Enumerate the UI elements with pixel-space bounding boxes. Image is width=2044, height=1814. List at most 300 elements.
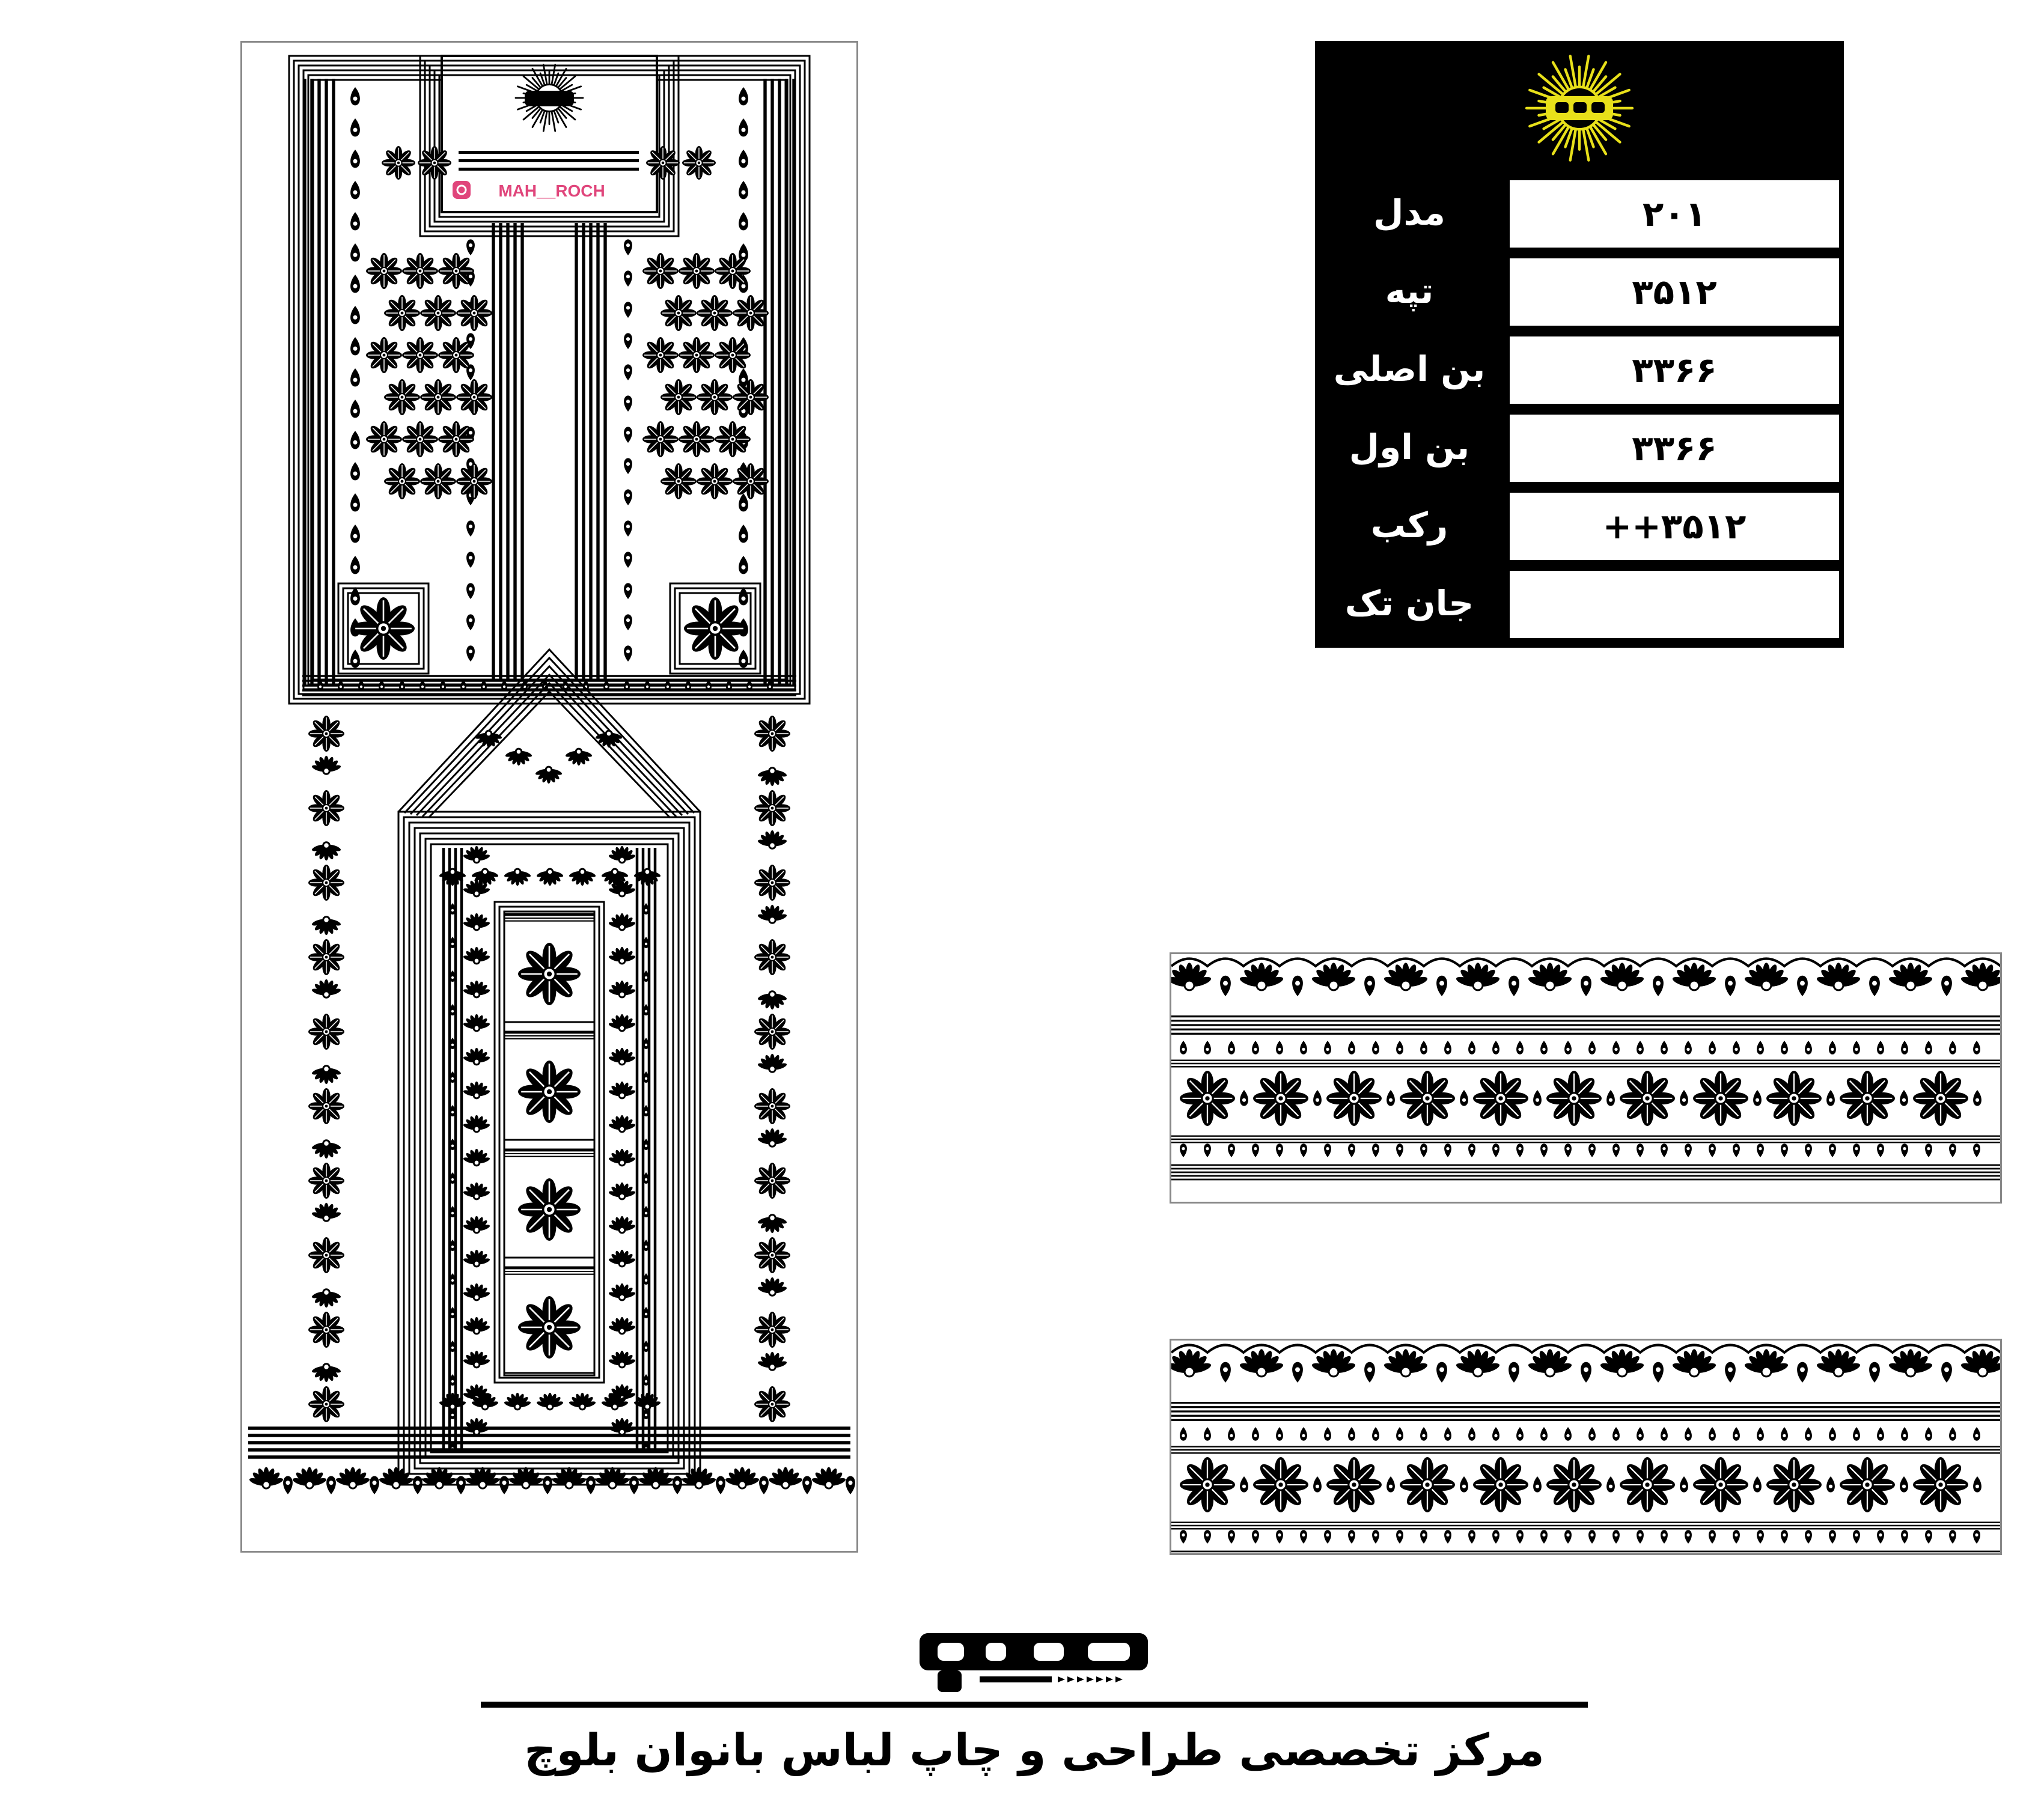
fan-motif-icon (535, 767, 563, 784)
teardrop-motif-icon (1252, 1530, 1259, 1544)
flower-motif-icon (715, 337, 751, 373)
teardrop-motif-icon (1324, 1530, 1331, 1544)
flower-motif-icon (1693, 1457, 1748, 1512)
teardrop-motif-icon (1420, 1530, 1427, 1544)
teardrop-motif-icon (624, 458, 632, 474)
flower-motif-icon (384, 463, 420, 499)
teardrop-motif-icon (1468, 1143, 1475, 1157)
fan-motif-icon (1455, 963, 1501, 990)
fan-motif-icon (608, 913, 636, 930)
fan-motif-icon (311, 1066, 341, 1084)
teardrop-motif-icon (1348, 1427, 1355, 1441)
teardrop-motif-icon (1564, 1427, 1572, 1441)
teardrop-motif-icon (1372, 1041, 1379, 1055)
teardrop-motif-icon (1653, 976, 1664, 996)
fan-motif-icon (565, 749, 593, 765)
teardrop-motif-icon (1204, 1530, 1211, 1544)
teardrop-motif-icon (466, 552, 475, 568)
teardrop-motif-icon (624, 239, 632, 255)
teardrop-motif-icon (1661, 1041, 1668, 1055)
stripe-band (1171, 1017, 2000, 1034)
fan-motif-icon (463, 1082, 490, 1098)
teardrop-motif-icon (1444, 1530, 1451, 1544)
teardrop-motif-icon (673, 1476, 682, 1494)
fan-motif-icon (725, 1467, 760, 1489)
spec-row-label: مدل (1320, 175, 1499, 250)
teardrop-motif-icon (1661, 1530, 1668, 1544)
teardrop-motif-icon (1396, 1530, 1403, 1544)
teardrop-motif-icon (1877, 1041, 1884, 1055)
flower-motif-icon (642, 253, 679, 289)
teardrop-motif-icon (1826, 1090, 1835, 1106)
spec-row-value (1510, 571, 1839, 638)
teardrop-motif-icon (1204, 1143, 1211, 1157)
flower-motif-icon (1546, 1071, 1602, 1126)
teardrop-motif-icon (1540, 1143, 1548, 1157)
teardrop-motif-icon (1709, 1427, 1716, 1441)
spec-row (1320, 175, 1839, 250)
teardrop-motif-icon (739, 587, 748, 605)
flower-motif-icon (733, 463, 769, 499)
fan-motif-icon (463, 947, 490, 964)
flower-motif-icon (384, 295, 420, 331)
teardrop-motif-icon (1797, 976, 1808, 996)
footer-brand-logo (914, 1621, 1154, 1699)
teardrop-motif-icon (1228, 1530, 1235, 1544)
teardrop-motif-icon (1436, 1362, 1447, 1383)
teardrop-motif-icon (350, 368, 360, 386)
fan-motif-icon (1171, 963, 1212, 990)
flower-motif-icon (402, 337, 438, 373)
teardrop-motif-icon (1753, 1090, 1762, 1106)
teardrop-motif-icon (1252, 1041, 1259, 1055)
fan-motif-icon (811, 1467, 847, 1489)
teardrop-motif-icon (1509, 976, 1519, 996)
fan-motif-icon (292, 1467, 328, 1489)
teardrop-motif-icon (1516, 1427, 1524, 1441)
teardrop-motif-icon (1653, 1362, 1664, 1383)
teardrop-motif-icon (1925, 1530, 1932, 1544)
gusset-panel (398, 650, 700, 818)
teardrop-motif-icon (350, 400, 360, 418)
flower-motif-icon (642, 421, 679, 457)
teardrop-motif-icon (1460, 1476, 1468, 1493)
teardrop-motif-icon (739, 650, 748, 668)
teardrop-motif-icon (1516, 1143, 1524, 1157)
fan-motif-icon (757, 830, 787, 848)
teardrop-motif-icon (1637, 1041, 1644, 1055)
teardrop-motif-icon (1877, 1427, 1884, 1441)
teardrop-motif-icon (1588, 1427, 1596, 1441)
fan-motif-icon (463, 1149, 490, 1166)
collar-label (442, 56, 657, 212)
teardrop-motif-icon (1420, 1041, 1427, 1055)
spec-row-label: بن اول (1320, 410, 1499, 484)
teardrop-motif-icon (1941, 976, 1952, 996)
teardrop-motif-icon (739, 87, 748, 105)
teardrop-motif-icon (624, 552, 632, 568)
teardrop-motif-icon (1781, 1530, 1788, 1544)
hem-border-strip-1 (1170, 952, 2002, 1204)
fan-motif-icon (463, 1048, 490, 1065)
flower-motif-icon (1326, 1457, 1382, 1512)
teardrop-motif-icon (739, 181, 748, 199)
fan-motif-icon (608, 1283, 636, 1300)
fan-motif-icon (1383, 963, 1429, 990)
teardrop-motif-icon (1180, 1530, 1187, 1544)
fan-motif-icon (311, 842, 341, 860)
flower-motif-icon (754, 790, 790, 826)
fan-motif-icon (757, 1277, 787, 1295)
flower-motif-icon (1693, 1071, 1748, 1126)
teardrop-motif-icon (1973, 1427, 1980, 1441)
flower-motif-icon (418, 146, 451, 180)
teardrop-motif-icon (1733, 1427, 1740, 1441)
teardrop-motif-icon (1733, 1041, 1740, 1055)
teardrop-motif-icon (1685, 1427, 1692, 1441)
teardrop-motif-icon (1901, 1143, 1908, 1157)
spec-row (1320, 332, 1839, 406)
flower-motif-icon (754, 1014, 790, 1050)
hem-border-strip-2 (1170, 1339, 2002, 1555)
flower-motif-icon (382, 146, 415, 180)
flower-motif-icon (438, 253, 474, 289)
teardrop-motif-icon (1925, 1143, 1932, 1157)
stripe-band (1171, 1136, 2000, 1143)
fan-motif-icon (608, 1115, 636, 1132)
teardrop-motif-icon (1685, 1143, 1692, 1157)
flower-motif-icon (402, 253, 438, 289)
fan-motif-icon (1816, 1349, 1861, 1377)
flower-motif-icon (754, 865, 790, 901)
dress-pattern-drawing (242, 43, 856, 1551)
teardrop-motif-icon (456, 1476, 466, 1494)
fan-motif-icon (1455, 1349, 1501, 1377)
fan-motif-icon (608, 1048, 636, 1065)
teardrop-motif-icon (1387, 1476, 1395, 1493)
teardrop-motif-icon (739, 493, 748, 511)
fan-motif-icon (608, 1250, 636, 1267)
teardrop-motif-icon (1805, 1427, 1812, 1441)
spec-row-value: ۳۳۶۶ (1510, 336, 1839, 404)
teardrop-motif-icon (1877, 1530, 1884, 1544)
teardrop-motif-icon (1925, 1041, 1932, 1055)
fan-motif-icon (757, 1215, 787, 1233)
stripe-band (1171, 1061, 2000, 1067)
teardrop-motif-icon (1292, 976, 1303, 996)
teardrop-motif-icon (759, 1476, 769, 1494)
fan-motif-icon (463, 1351, 490, 1368)
fan-motif-icon (463, 1250, 490, 1267)
teardrop-motif-icon (1180, 1143, 1187, 1157)
teardrop-motif-icon (1324, 1143, 1331, 1157)
fan-motif-icon (757, 768, 787, 786)
teardrop-motif-icon (1313, 1476, 1322, 1493)
teardrop-motif-icon (1276, 1530, 1283, 1544)
teardrop-motif-icon (1725, 1362, 1736, 1383)
flower-motif-icon (366, 337, 402, 373)
teardrop-motif-icon (1925, 1427, 1932, 1441)
teardrop-motif-icon (1252, 1427, 1259, 1441)
teardrop-motif-icon (1853, 1427, 1860, 1441)
flower-motif-icon (660, 295, 697, 331)
teardrop-motif-icon (1900, 1090, 1908, 1106)
flower-motif-icon (642, 337, 679, 373)
fan-motif-icon (1239, 963, 1284, 990)
teardrop-motif-icon (1396, 1427, 1403, 1441)
fan-motif-icon (1816, 963, 1861, 990)
fan-motif-icon (757, 1054, 787, 1072)
fan-motif-icon (608, 947, 636, 964)
fan-motif-icon (569, 1393, 596, 1410)
teardrop-motif-icon (1300, 1041, 1307, 1055)
teardrop-motif-icon (1228, 1143, 1235, 1157)
fan-motif-icon (463, 846, 490, 863)
teardrop-motif-icon (1204, 1041, 1211, 1055)
flower-motif-icon (697, 463, 733, 499)
flower-motif-icon (1546, 1457, 1602, 1512)
flower-motif-icon (1326, 1071, 1382, 1126)
teardrop-motif-icon (1468, 1041, 1475, 1055)
teardrop-motif-icon (1240, 1090, 1248, 1106)
teardrop-motif-icon (1757, 1143, 1764, 1157)
teardrop-motif-icon (1348, 1530, 1355, 1544)
sunburst-logo-icon (1320, 46, 1839, 171)
spec-row-label: تپه (1320, 254, 1499, 328)
teardrop-motif-icon (1533, 1476, 1542, 1493)
flower-motif-icon (402, 421, 438, 457)
spec-row (1320, 254, 1839, 328)
teardrop-motif-icon (1372, 1427, 1379, 1441)
fan-motif-icon (1527, 1349, 1573, 1377)
fan-motif-icon (463, 981, 490, 997)
flower-motif-icon (456, 379, 492, 415)
teardrop-motif-icon (1300, 1530, 1307, 1544)
fan-motif-icon (536, 869, 564, 886)
fan-motif-icon (1239, 1349, 1284, 1377)
teardrop-motif-icon (350, 87, 360, 105)
hem-border-drawing-1 (1171, 954, 2000, 1202)
spec-table-header (1320, 46, 1839, 171)
teardrop-motif-icon (1468, 1530, 1475, 1544)
teardrop-motif-icon (624, 395, 632, 412)
teardrop-motif-icon (1348, 1143, 1355, 1157)
fan-motif-icon (249, 1467, 284, 1489)
flower-motif-icon (308, 865, 344, 901)
teardrop-motif-icon (1372, 1530, 1379, 1544)
flower-motif-icon (715, 253, 751, 289)
fan-motif-icon (757, 991, 787, 1009)
flower-motif-icon (308, 939, 344, 975)
flower-motif-icon (1400, 1071, 1455, 1126)
flower-motif-icon (518, 943, 581, 1005)
flower-motif-icon (384, 379, 420, 415)
teardrop-motif-icon (413, 1476, 423, 1494)
teardrop-motif-icon (624, 333, 632, 349)
flower-motif-icon (308, 1312, 344, 1348)
teardrop-motif-icon (624, 302, 632, 318)
teardrop-motif-icon (1204, 1427, 1211, 1441)
teardrop-motif-icon (350, 150, 360, 168)
teardrop-motif-icon (1581, 976, 1591, 996)
teardrop-motif-icon (1516, 1530, 1524, 1544)
fan-motif-icon (463, 913, 490, 930)
teardrop-motif-icon (1829, 1143, 1836, 1157)
fan-motif-icon (311, 979, 341, 997)
teardrop-motif-icon (1900, 1476, 1908, 1493)
teardrop-motif-icon (466, 239, 475, 255)
teardrop-motif-icon (624, 489, 632, 505)
flower-motif-icon (308, 716, 344, 752)
fan-motif-icon (463, 1418, 490, 1435)
fan-motif-icon (1960, 963, 2000, 990)
teardrop-motif-icon (350, 431, 360, 449)
fan-motif-icon (536, 1393, 564, 1410)
teardrop-motif-icon (1300, 1143, 1307, 1157)
teardrop-motif-icon (1540, 1427, 1548, 1441)
flower-motif-icon (1913, 1457, 1968, 1512)
teardrop-motif-icon (1733, 1530, 1740, 1544)
teardrop-motif-icon (624, 520, 632, 537)
teardrop-motif-icon (739, 212, 748, 230)
teardrop-motif-icon (1564, 1143, 1572, 1157)
teardrop-motif-icon (350, 556, 360, 574)
teardrop-motif-icon (370, 1476, 379, 1494)
instagram-handle: MAH__ROCH (498, 181, 605, 200)
footer-divider (481, 1702, 1588, 1708)
spec-row (1320, 410, 1839, 484)
teardrop-motif-icon (1509, 1362, 1519, 1383)
flower-motif-icon (1253, 1457, 1308, 1512)
teardrop-motif-icon (1757, 1041, 1764, 1055)
fan-motif-icon (1171, 1349, 1212, 1377)
teardrop-motif-icon (1492, 1041, 1499, 1055)
teardrop-motif-icon (739, 525, 748, 543)
teardrop-motif-icon (1564, 1041, 1572, 1055)
fan-motif-icon (311, 756, 341, 774)
flower-motif-icon (1620, 1457, 1675, 1512)
teardrop-motif-icon (1516, 1041, 1524, 1055)
flower-motif-icon (1473, 1071, 1528, 1126)
teardrop-motif-icon (1709, 1143, 1716, 1157)
flower-motif-icon (308, 790, 344, 826)
teardrop-motif-icon (1606, 1476, 1615, 1493)
teardrop-motif-icon (716, 1476, 725, 1494)
stripe-band (504, 1151, 594, 1156)
fan-motif-icon (311, 1140, 341, 1158)
teardrop-motif-icon (624, 270, 632, 287)
fan-motif-icon (757, 1352, 787, 1370)
teardrop-motif-icon (1829, 1530, 1836, 1544)
fan-motif-icon (463, 1014, 490, 1031)
teardrop-motif-icon (1661, 1427, 1668, 1441)
fan-motif-icon (757, 1128, 787, 1146)
flower-motif-icon (1620, 1071, 1675, 1126)
flower-motif-icon (754, 1088, 790, 1124)
teardrop-motif-icon (1420, 1427, 1427, 1441)
teardrop-motif-icon (1396, 1143, 1403, 1157)
flower-motif-icon (518, 1178, 581, 1241)
fan-motif-icon (335, 1467, 371, 1489)
teardrop-motif-icon (1869, 976, 1880, 996)
teardrop-motif-icon (1949, 1427, 1956, 1441)
fan-motif-icon (608, 1317, 636, 1334)
spec-row-value: ۳۵۱۲ (1510, 258, 1839, 326)
fan-motif-icon (463, 1216, 490, 1233)
fan-motif-icon (569, 869, 596, 886)
teardrop-motif-icon (624, 364, 632, 380)
fan-motif-icon (1888, 963, 1933, 990)
flower-motif-icon (697, 379, 733, 415)
flower-motif-icon (308, 1014, 344, 1050)
fan-motif-icon (608, 1351, 636, 1368)
hem-border-drawing-2 (1171, 1341, 2000, 1553)
flower-motif-icon (438, 337, 474, 373)
teardrop-motif-icon (1444, 1041, 1451, 1055)
flower-motif-icon (366, 253, 402, 289)
teardrop-motif-icon (1588, 1041, 1596, 1055)
flower-motif-icon (420, 295, 456, 331)
teardrop-motif-icon (1853, 1143, 1860, 1157)
teardrop-motif-icon (1387, 1090, 1395, 1106)
stripe-band (1171, 1523, 2000, 1529)
flower-motif-icon (679, 337, 715, 373)
teardrop-motif-icon (1492, 1530, 1499, 1544)
teardrop-motif-icon (624, 645, 632, 662)
teardrop-motif-icon (1612, 1143, 1620, 1157)
teardrop-motif-icon (1685, 1530, 1692, 1544)
flower-motif-icon (733, 295, 769, 331)
teardrop-motif-icon (1753, 1476, 1762, 1493)
fan-motif-icon (608, 981, 636, 997)
teardrop-motif-icon (1180, 1041, 1187, 1055)
teardrop-motif-icon (1973, 1530, 1980, 1544)
teardrop-motif-icon (629, 1476, 639, 1494)
flower-motif-icon (646, 146, 680, 180)
flower-motif-icon (679, 421, 715, 457)
flower-motif-icon (660, 379, 697, 415)
flower-motif-icon (1913, 1071, 1968, 1126)
stripe-band (1171, 1165, 2000, 1179)
flower-motif-icon (1180, 1071, 1235, 1126)
fan-motif-icon (1527, 963, 1573, 990)
fan-motif-icon (1671, 963, 1717, 990)
teardrop-motif-icon (350, 181, 360, 199)
teardrop-motif-icon (1709, 1530, 1716, 1544)
teardrop-motif-icon (846, 1476, 855, 1494)
teardrop-motif-icon (1468, 1427, 1475, 1441)
teardrop-motif-icon (1949, 1530, 1956, 1544)
teardrop-motif-icon (1853, 1530, 1860, 1544)
teardrop-motif-icon (350, 243, 360, 261)
flower-motif-icon (456, 295, 492, 331)
teardrop-motif-icon (1364, 976, 1375, 996)
teardrop-motif-icon (1492, 1143, 1499, 1157)
fan-motif-icon (1671, 1349, 1717, 1377)
teardrop-motif-icon (350, 306, 360, 324)
teardrop-motif-icon (586, 1476, 596, 1494)
flower-motif-icon (518, 1061, 581, 1123)
fan-motif-icon (1599, 1349, 1645, 1377)
teardrop-motif-icon (1805, 1041, 1812, 1055)
flower-motif-icon (754, 1237, 790, 1273)
flower-motif-icon (518, 1296, 581, 1359)
fan-motif-icon (1960, 1349, 2000, 1377)
teardrop-motif-icon (1396, 1041, 1403, 1055)
teardrop-motif-icon (1540, 1530, 1548, 1544)
spec-row-value: ++۳۵۱۲ (1510, 493, 1839, 560)
teardrop-motif-icon (350, 587, 360, 605)
